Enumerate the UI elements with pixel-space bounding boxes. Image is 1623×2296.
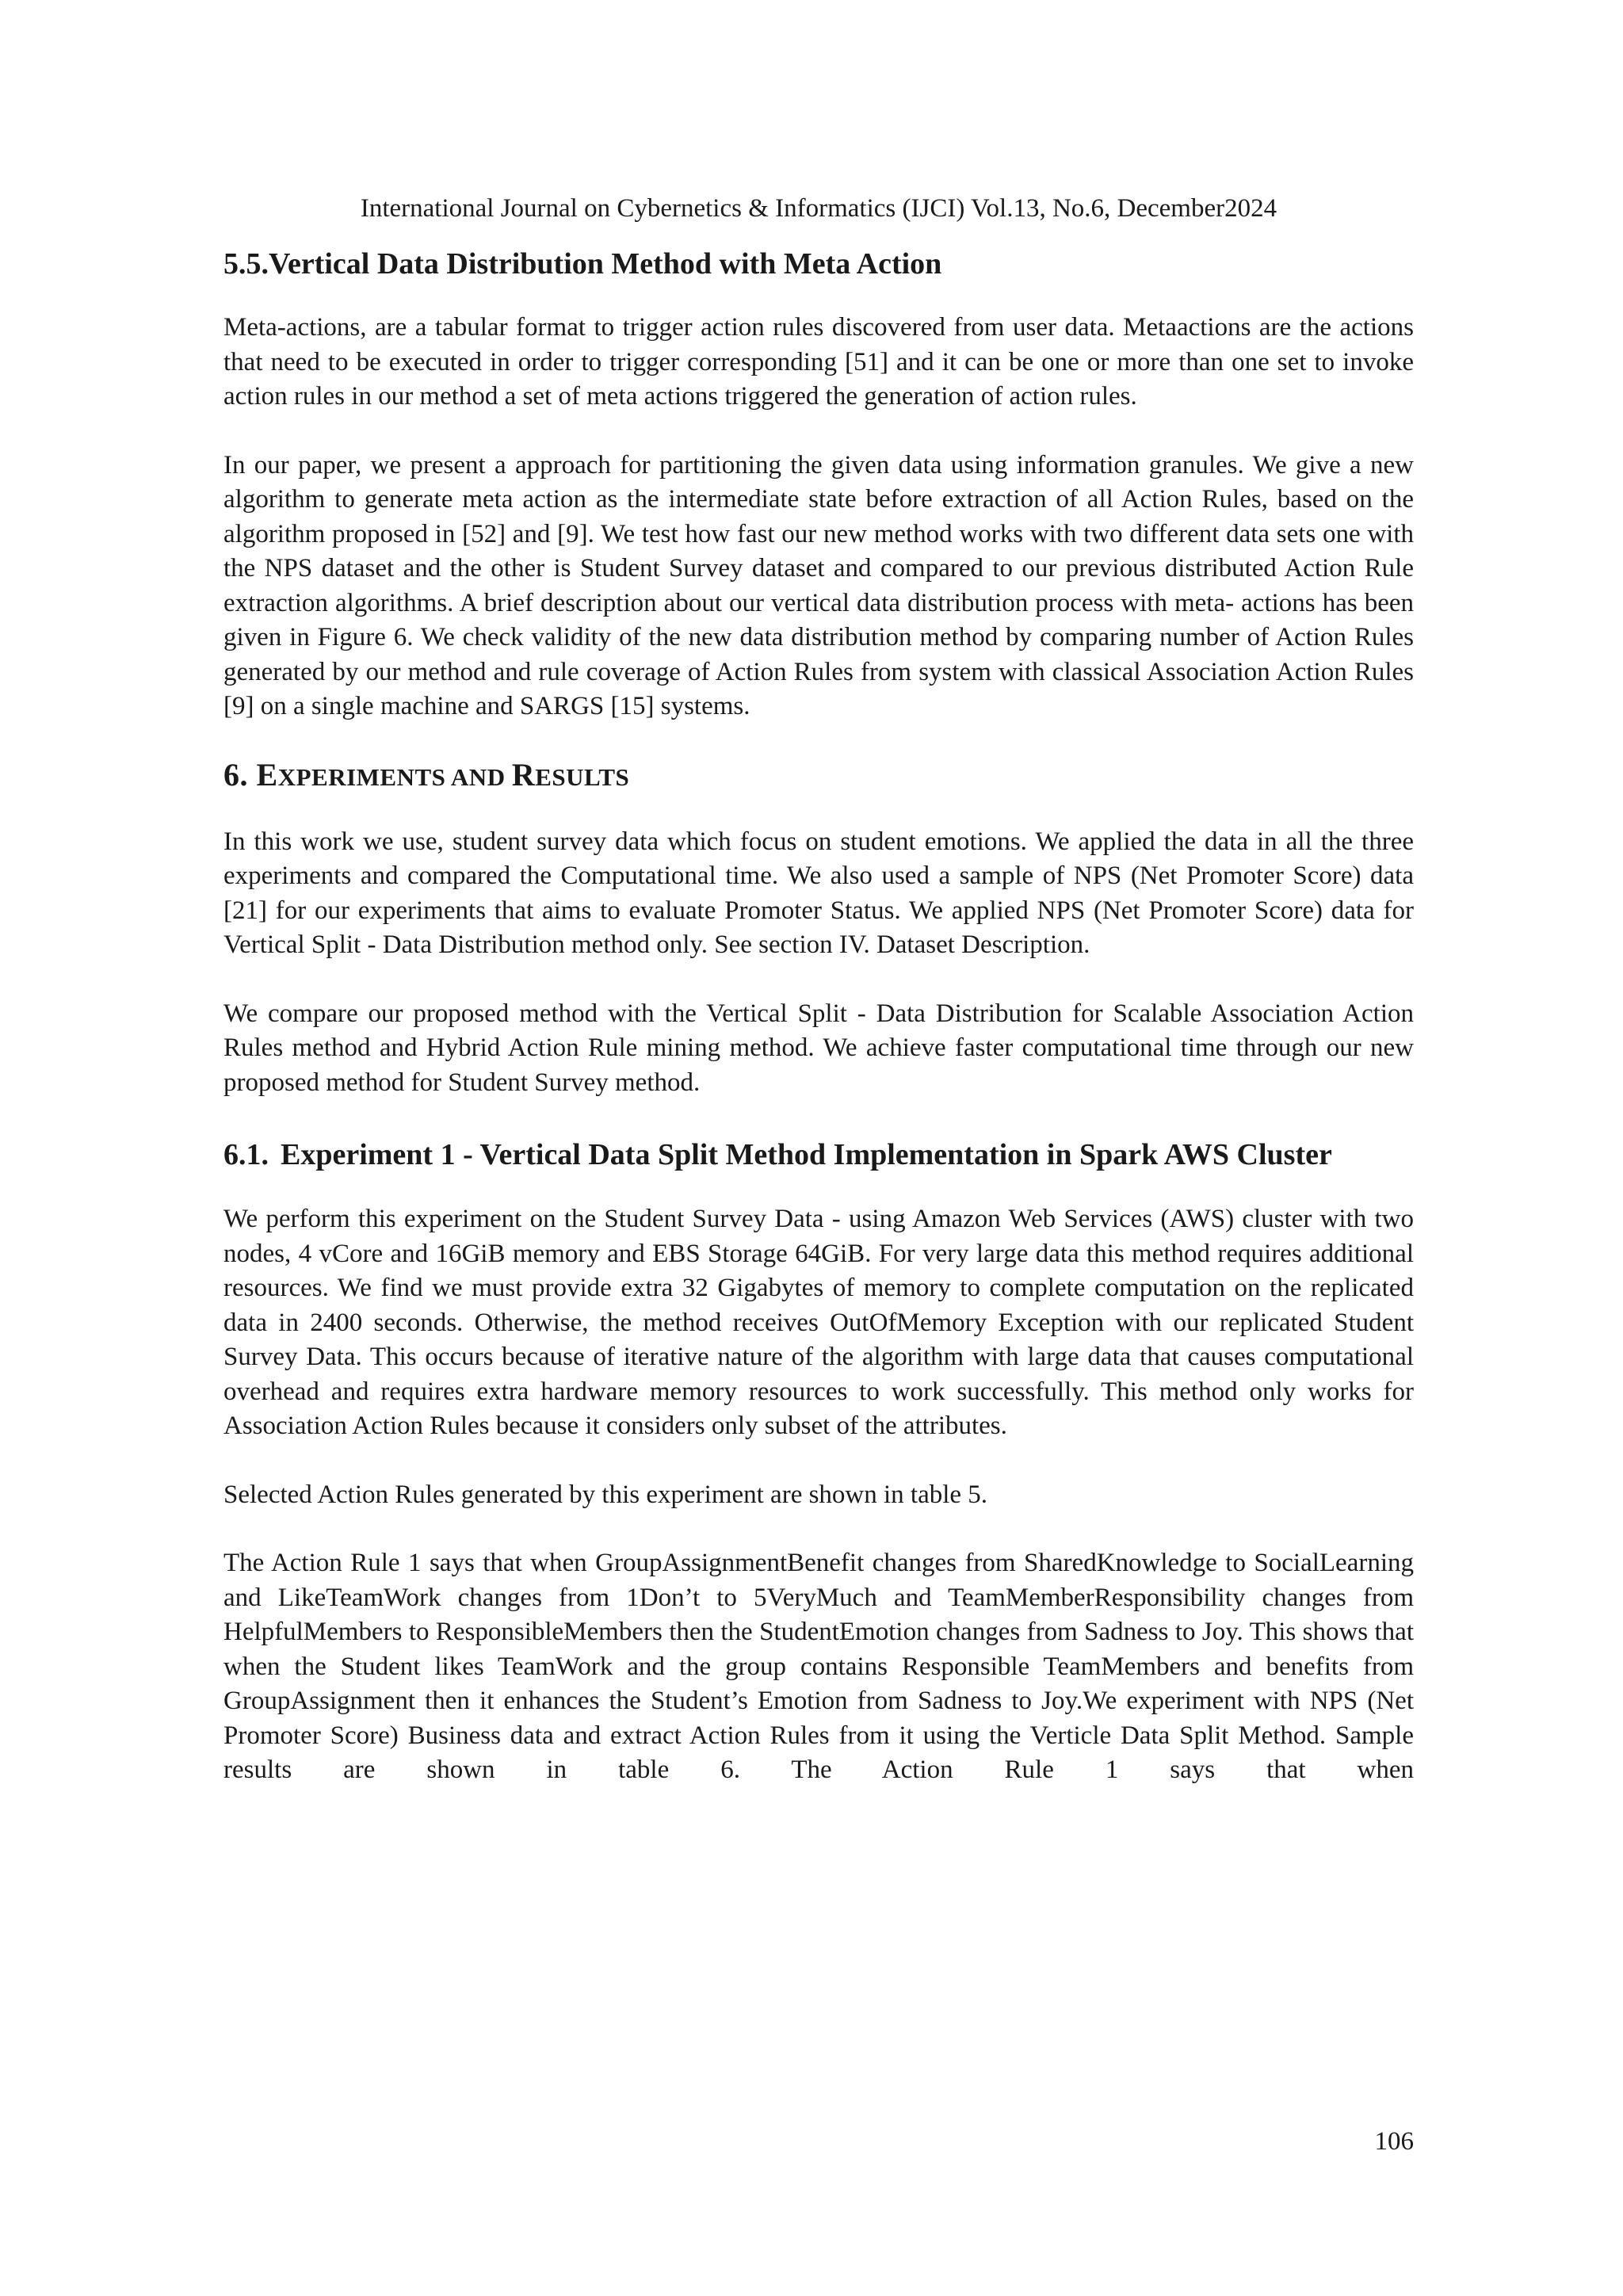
section-6-paragraph-2: We compare our proposed method with the Vertical Split - Data Distribution for Scalable Association Action Rules method and Hybrid Action Rule mining method. We achieve faster computational time through our new proposed method for Student Survey method. [223,999,1414,1097]
section-5-5-paragraph-2: In our paper, we present a approach for partitioning the given data using information granules. We give a new algorithm to generate meta action as the intermediate state before extraction of all Action Rules, based on the algorithm proposed in [52] and [9]. We test how fast our new method works with two different data sets one with the NPS dataset and the other is Student Survey dataset and compared to our previous distributed Action Rule extraction algorithms. A brief description about our vertical data distribution process with meta- actions has been given in Figure 6. We check validity of the new data distribution method by comparing number of Action Rules generated by our method and rule coverage of Action Rules from system with classical Association Action Rules [9] on a single machine and SARGS [15] systems. [223,450,1414,720]
paper-page [223,0,1414,2296]
section-6-heading [223,756,1414,797]
section-6-heading-cap-r: R [511,756,536,793]
section-6-heading-smallcaps-2: ESULTS [535,762,630,791]
section-6-1-heading [223,1137,1414,1174]
section-5-5-paragraph-1: Meta-actions, are a tabular format to trigger action rules discovered from user data. Metaactions are the actions that need to be executed in order to trigger corresponding [51] and it can be one or more than one set to invoke action rules in our method a set of meta actions triggered the generation of action rules. [223,313,1414,411]
section-6-heading-number: 6. [223,756,257,793]
section-6-1-paragraph-3: The Action Rule 1 says that when GroupAssignmentBenefit changes from SharedKnowledge to SocialLearning and LikeTeamWork changes from 1Don’t to 5VeryMuch and TeamMemberResponsibility changes from HelpfulMembers to ResponsibleMembers then the StudentEmotion changes from Sadness to Joy. This shows that when the Student likes TeamWork and the group contains Responsible TeamMembers and benefits from GroupAssignment then it enhances the Student’s Emotion from Sadness to Joy.We experiment with NPS (Net Promoter Score) Business data and extract Action Rules from it using the Verticle Data Split Method. Sample results are shown in table 6. The Action Rule 1 says that when [223,1549,1414,1784]
page-content [223,246,1414,1788]
section-6-1-paragraph-1: We perform this experiment on the Student Survey Data - using Amazon Web Services (AWS) cluster with two nodes, 4 vCore and 16GiB memory and EBS Storage 64GiB. For very large data this method requires additional resources. We find we must provide extra 32 Gigabytes of memory to complete computation on the replicated data in 2400 seconds. Otherwise, the method receives OutOfMemory Exception with our replicated Student Survey Data. This occurs because of iterative nature of the algorithm with large data that causes computational overhead and requires extra hardware memory resources to work successfully. This method only works for Association Action Rules because it considers only subset of the attributes. [223,1205,1414,1440]
section-5-5-heading: 5.5.Vertical Data Distribution Method with Meta Action [223,247,942,281]
page-number: 106 [1374,2127,1414,2156]
journal-running-header: International Journal on Cybernetics & Informatics (IJCI) Vol.13, No.6, December2024 [360,194,1277,223]
section-6-heading-smallcaps-1: XPERIMENTS AND [277,762,512,791]
section-6-paragraph-1: In this work we use, student survey data which focus on student emotions. We applied the data in all the three experiments and compared the Computational time. We also used a sample of NPS (Net Promoter Score) data [21] for our experiments that aims to evaluate Promoter Status. We applied NPS (Net Promoter Score) data for Vertical Split - Data Distribution method only. See section IV. Dataset Description. [223,827,1414,959]
section-6-1-heading-text: Experiment 1 - Vertical Data Split Method Implementation in Spark AWS Cluster [281,1138,1332,1171]
section-6-heading-cap-e: E [256,756,278,793]
section-6-1-paragraph-2: Selected Action Rules generated by this experiment are shown in table 5. [223,1480,988,1509]
section-6-1-heading-number: 6.1. [223,1138,269,1171]
